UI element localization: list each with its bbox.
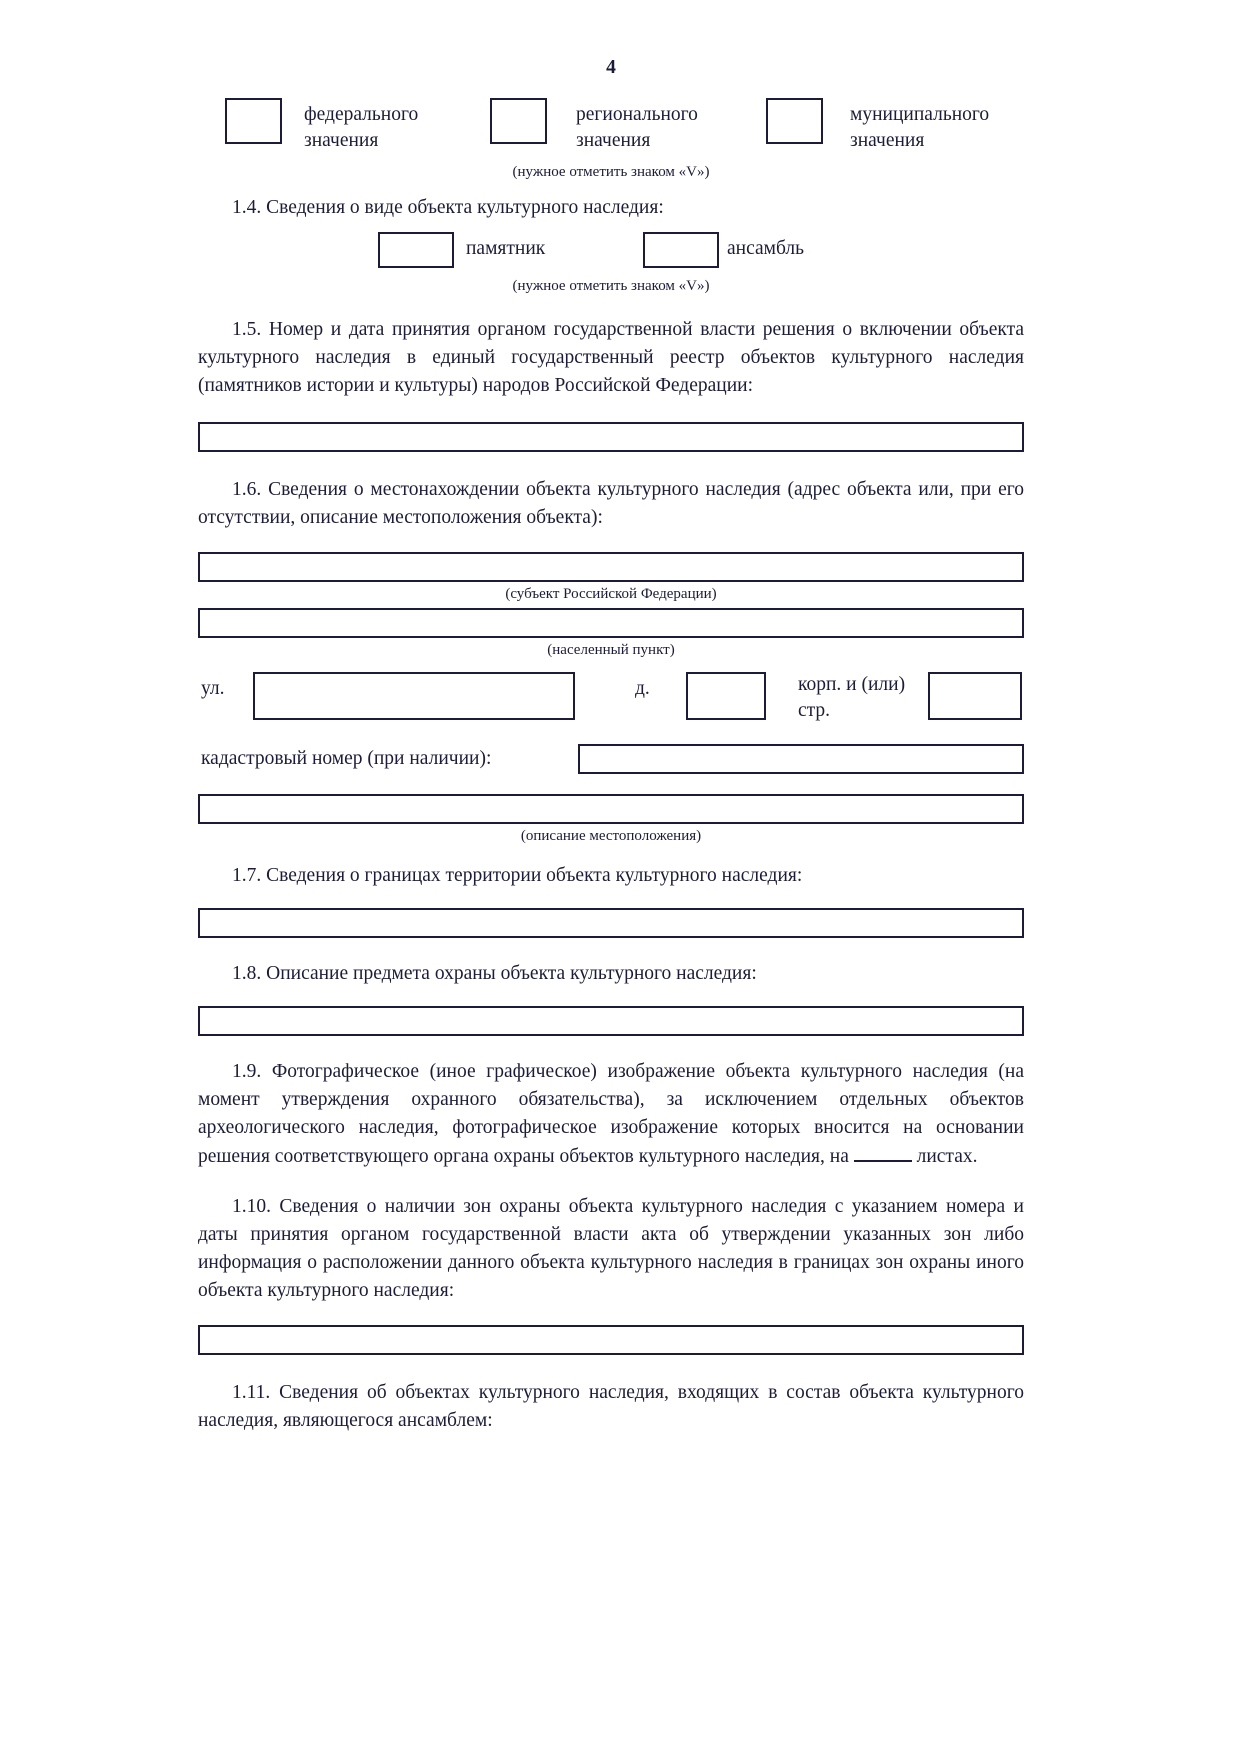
- kind-row: [198, 230, 1024, 272]
- subject-rf-caption: (субъект Российской Федерации): [505, 586, 717, 602]
- sheets-count-blank[interactable]: [854, 1142, 912, 1162]
- page-number: 4: [606, 57, 616, 78]
- settlement-input[interactable]: [198, 608, 1024, 638]
- address-row: [198, 672, 1024, 726]
- significance-note: (нужное отметить знаком «V»): [512, 164, 710, 180]
- registry-decision-input[interactable]: [198, 422, 1024, 452]
- checkbox-monument[interactable]: [378, 232, 454, 268]
- significance-row: [198, 96, 1024, 158]
- municipal-significance-label: муниципального значения: [850, 104, 990, 151]
- location-description-input[interactable]: [198, 794, 1024, 824]
- section-1-6-text: 1.6. Сведения о местонахождении объекта культурного наследия (адрес объекта или, при его отсутствии, описание местоположения объекта):: [198, 479, 1024, 528]
- checkbox-federal-significance[interactable]: [225, 98, 282, 144]
- monument-label: памятник: [466, 238, 546, 259]
- section-1-8-title: 1.8. Описание предмета охраны объекта культурного наследия:: [232, 963, 757, 984]
- protection-subject-input[interactable]: [198, 1006, 1024, 1036]
- section-1-9-text: [198, 1058, 1024, 1171]
- subject-rf-input[interactable]: [198, 552, 1024, 582]
- checkbox-regional-significance[interactable]: [490, 98, 547, 144]
- protection-zones-input[interactable]: [198, 1325, 1024, 1355]
- section-1-9-text-after: листах.: [916, 1146, 978, 1167]
- checkbox-municipal-significance[interactable]: [766, 98, 823, 144]
- federal-significance-label: федерального значения: [304, 104, 419, 151]
- building-label: корп. и (или) стр.: [798, 674, 906, 721]
- settlement-caption: (населенный пункт): [547, 642, 675, 658]
- regional-significance-label: регионального значения: [576, 104, 698, 151]
- street-label: ул.: [201, 678, 225, 699]
- section-1-10-text: 1.10. Сведения о наличии зон охраны объекта культурного наследия с указанием номера и даты принятия органом государственной власти акта об утверждении указанных зон либо информация о расположении данного объекта культурного наследия в границах зон охраны иного объекта культурного наследия:: [198, 1196, 1024, 1301]
- cadastral-row: [198, 744, 1024, 778]
- ensemble-label: ансамбль: [727, 238, 805, 259]
- house-label: д.: [635, 678, 650, 699]
- kind-note: (нужное отметить знаком «V»): [512, 278, 710, 294]
- cadastral-number-input[interactable]: [578, 744, 1024, 774]
- checkbox-ensemble[interactable]: [643, 232, 719, 268]
- house-input[interactable]: [686, 672, 766, 720]
- section-1-4-title: 1.4. Сведения о виде объекта культурного наследия:: [232, 197, 664, 218]
- section-1-7-title: 1.7. Сведения о границах территории объекта культурного наследия:: [232, 865, 803, 886]
- section-1-11-text: 1.11. Сведения об объектах культурного наследия, входящих в состав объекта культурного наследия, являющегося ансамблем:: [198, 1382, 1024, 1431]
- cadastral-label: кадастровый номер (при наличии):: [201, 748, 492, 769]
- street-input[interactable]: [253, 672, 575, 720]
- section-1-5-text: 1.5. Номер и дата принятия органом государственной власти решения о включении объекта культурного наследия в единый государственный реестр объектов культурного наследия (памятников истории и культуры) народов Российской Федерации:: [198, 319, 1024, 396]
- building-input[interactable]: [928, 672, 1022, 720]
- territory-borders-input[interactable]: [198, 908, 1024, 938]
- location-description-caption: (описание местоположения): [520, 828, 702, 844]
- section-1-9-text-before: 1.9. Фотографическое (иное графическое) изображение объекта культурного наследия (на момент утверждения охранного обязательства), за исключением отдельных объектов археологического наследия, фотографическое изображение которых вносится на основании решения соответствующего органа охраны объектов культурного наследия, на: [198, 1061, 1024, 1167]
